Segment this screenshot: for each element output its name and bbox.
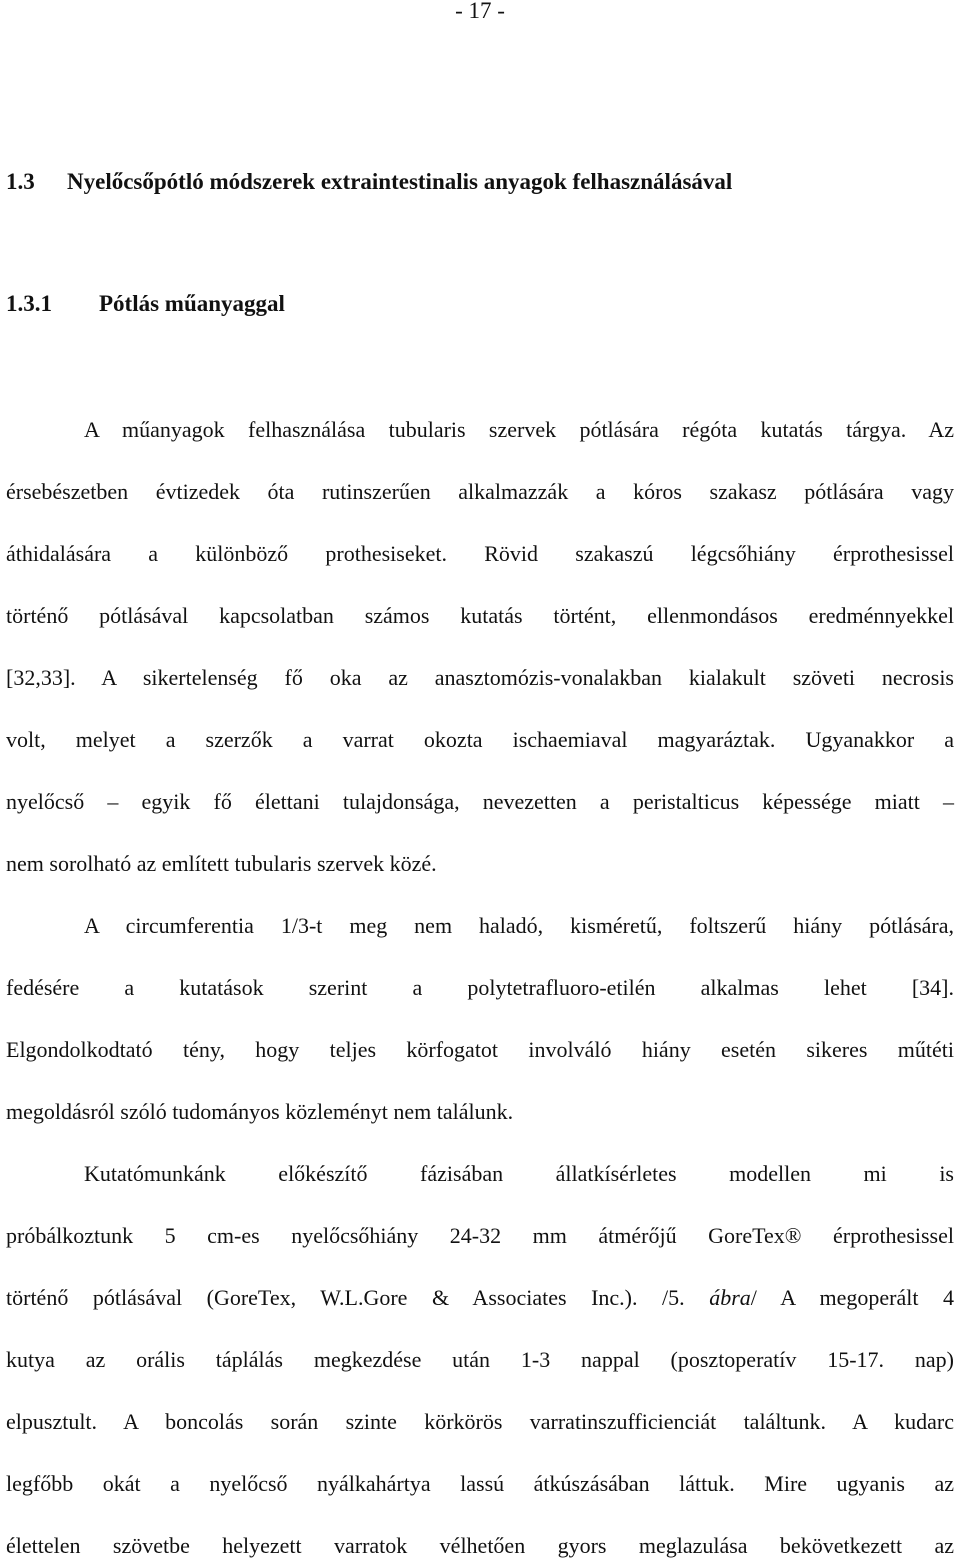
subsection-number: 1.3.1: [6, 291, 52, 316]
paragraph-3-line-2: próbálkoztunk 5 cm-es nyelőcsőhiány 24-32 mm átmérőjű GoreTex® érprothesissel: [6, 1223, 954, 1248]
paragraph-2-line-2: fedésére a kutatások szerint a polytetrafluoro-etilén alkalmas lehet [34].: [6, 975, 954, 1000]
line-text-start: történő pótlásával (GoreTex, W.L.Gore & Associates Inc.). /5.: [6, 1285, 710, 1310]
paragraph-2-line-3: Elgondolkodtató tény, hogy teljes körfogatot involváló hiány esetén sikeres műtéti: [6, 1037, 954, 1062]
paragraph-1-line-7: nyelőcső – egyik fő élettani tulajdonsága, nevezetten a peristalticus képessége miatt –: [6, 789, 954, 814]
paragraph-1-line-5: [32,33]. A sikertelenség fő oka az anasztomózis-vonalakban kialakult szöveti necrosis: [6, 665, 954, 690]
paragraph-1-line-4: történő pótlásával kapcsolatban számos kutatás történt, ellenmondásos eredménnyekkel: [6, 603, 954, 628]
subsection-title: Pótlás műanyaggal: [99, 291, 285, 316]
paragraph-1-line-6: volt, melyet a szerzők a varrat okozta ischaemiaval magyaráztak. Ugyanakkor a: [6, 727, 954, 752]
paragraph-3-line-3: [6, 1284, 954, 1312]
paragraph-3-line-5: elpusztult. A boncolás során szinte körkörös varratinszufficienciát találtunk. A kudarc: [6, 1409, 954, 1434]
paragraph-3-line-4: kutya az orális táplálás megkezdése után 1-3 nappal (posztoperatív 15-17. nap): [6, 1347, 954, 1372]
line-text-end: / A megoperált 4: [750, 1285, 955, 1310]
paragraph-1-line-3: áthidalására a különböző prothesiseket. Rövid szakaszú légcsőhiány érprothesissel: [6, 541, 954, 566]
paragraph-2-line-4: megoldásról szóló tudományos közleményt nem találunk.: [6, 1099, 514, 1124]
paragraph-1-line-8: nem sorolható az említett tubularis szervek közé.: [6, 851, 437, 876]
paragraph-1-line-1: A műanyagok felhasználása tubularis szervek pótlására régóta kutatás tárgya. Az: [84, 417, 954, 442]
section-heading-1-3: [6, 168, 732, 196]
section-number: 1.3: [6, 169, 35, 194]
paragraph-3-line-1: Kutatómunkánk előkészítő fázisában állatkísérletes modellen mi is: [84, 1161, 954, 1186]
paragraph-1-line-2: érsebészetben évtizedek óta rutinszerűen alkalmazzák a kóros szakasz pótlására vagy: [6, 479, 954, 504]
paragraph-3-line-7: élettelen szövetbe helyezett varratok vélhetően gyors meglazulása bekövetkezett az: [6, 1533, 954, 1558]
section-title: Nyelőcsőpótló módszerek extraintestinalis anyagok felhasználásával: [67, 169, 733, 194]
paragraph-2-line-1: A circumferentia 1/3-t meg nem haladó, kisméretű, foltszerű hiány pótlására,: [84, 913, 954, 938]
subsection-heading-1-3-1: [6, 290, 285, 318]
page-number: - 17 -: [455, 0, 505, 23]
figure-reference[interactable]: ábra: [709, 1285, 751, 1310]
paragraph-3-line-6: legfőbb okát a nyelőcső nyálkahártya lassú átkúszásában láttuk. Mire ugyanis az: [6, 1471, 954, 1496]
